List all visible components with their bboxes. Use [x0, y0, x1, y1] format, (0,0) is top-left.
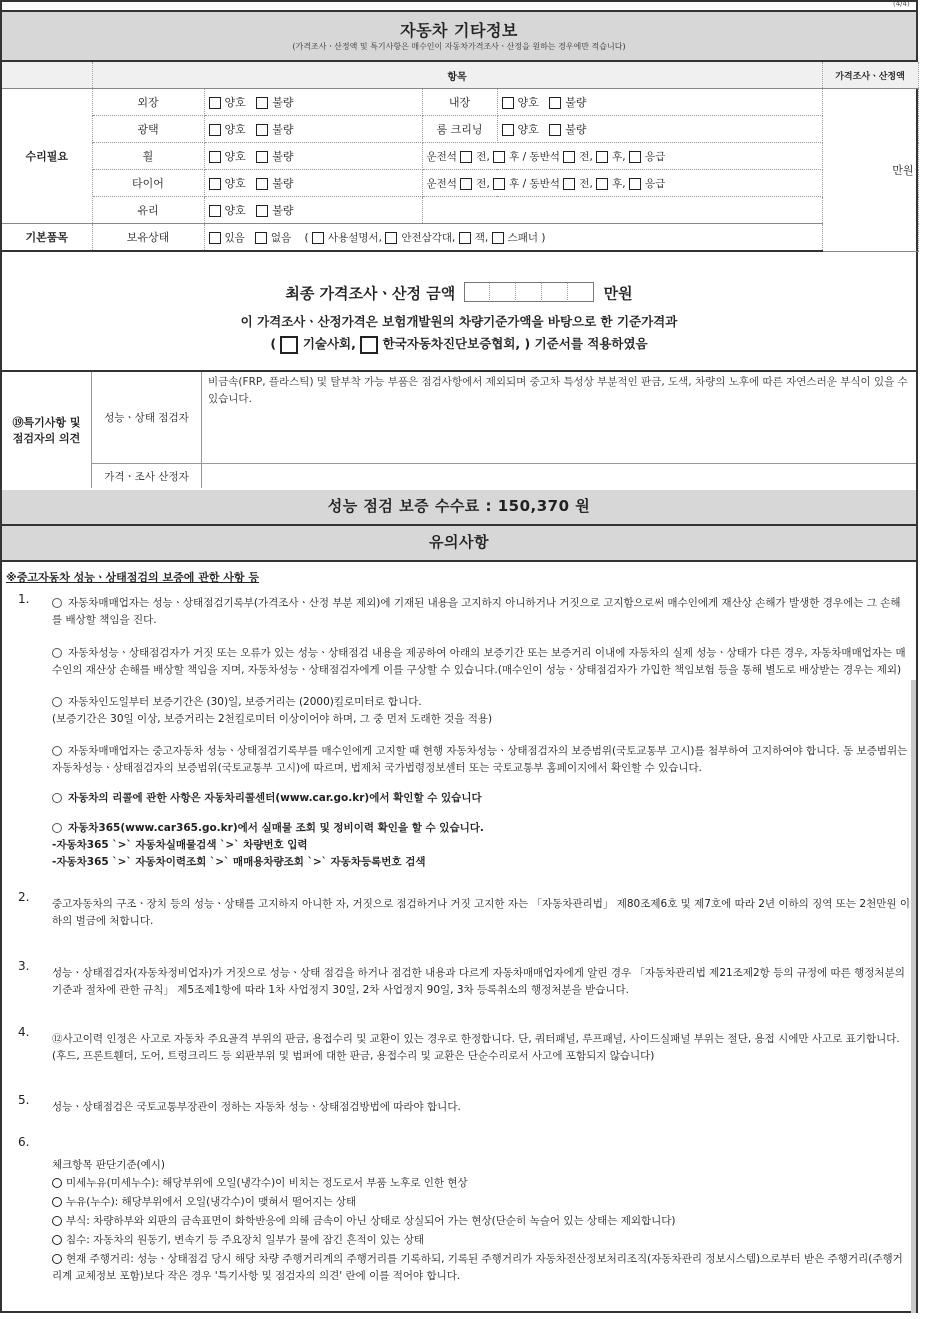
paren: ) [541, 231, 546, 244]
option-group [204, 116, 422, 143]
list-item: 현재 주행거리: 성능ㆍ상태점검 당시 해당 차량 주행거리계의 주행거리를 기록하되, 기록된 주행거리가 자동차전산정보처리조직(자동차관리 정보시스템)으로부터 받은 주행거리(주행거리계 교체정보 포함)보다 작은 경우 '특기사항 및 점검자의 의견' 란에 이를 적어야 합니다. [52, 1253, 903, 1282]
final-price-boxes[interactable] [464, 282, 594, 306]
option-label: 불량 [272, 177, 294, 190]
checkbox-good[interactable] [209, 97, 221, 109]
option-label: 양호 [224, 123, 246, 136]
seat-label: 후 [509, 177, 520, 190]
checkbox-bad[interactable] [549, 97, 561, 109]
notice-number: 6. [18, 1135, 30, 1149]
seat-label: 동반석 [529, 177, 560, 190]
option-label: 불량 [272, 123, 294, 136]
fee-bar [2, 490, 916, 526]
inspector-label: 성능ㆍ상태 점검자 [92, 372, 202, 464]
separator: / [522, 150, 527, 163]
circle-bullet-icon [52, 648, 62, 658]
circle-bullet-icon [52, 1216, 62, 1226]
notice-number: 4. [18, 1025, 30, 1039]
option-group [204, 89, 422, 116]
page-title: 자동차 기타정보 [400, 21, 518, 40]
table-row [2, 170, 918, 197]
final-line2 [2, 334, 916, 354]
table-row [2, 143, 918, 170]
notice-number: 2. [18, 890, 30, 904]
seat-options: 운전석 전, 후 / 동반석 전, 후, 응급 [422, 143, 822, 170]
notice-title: ※중고자동차 성능ㆍ상태점검의 보증에 관한 사항 등 [6, 571, 259, 584]
list-item: 누유(누수): 해당부위에서 오일(냉각수)이 맺혀서 떨어지는 상태 [52, 1194, 912, 1211]
page-corner-label: (4/4) [893, 0, 910, 8]
option-label: 양호 [224, 150, 246, 163]
option-group [204, 143, 422, 170]
checkbox-pass-front[interactable] [563, 178, 575, 190]
checkbox-emergency[interactable] [629, 151, 641, 163]
checkbox-bad[interactable] [256, 178, 268, 190]
column-header-price: 가격조사ㆍ산정액 [822, 62, 918, 89]
option-label: 불량 [272, 96, 294, 109]
list-item: 자동차매매업자는 성능ㆍ상태점검기록부(가격조사ㆍ산정 부분 제외)에 기재된 내용을 고지하지 아니하거나 거짓으로 고지함으로써 매수인에게 재산상 손해가 발생한 경우에는 그 손해를 배상할 책임을 진다. [52, 597, 901, 626]
circle-bullet-icon [52, 598, 62, 608]
list-item: 침수: 자동차의 원동기, 변속기 등 주요장치 일부가 물에 잠긴 흔적이 있는 상태 [52, 1232, 912, 1249]
circle-bullet-icon [52, 697, 62, 707]
item-name: 타이어 [92, 170, 204, 197]
checkbox-engineer-society[interactable] [280, 336, 298, 354]
checkbox-bad[interactable] [256, 97, 268, 109]
checkbox-good[interactable] [502, 97, 514, 109]
seat-label: 전 [579, 177, 590, 190]
option-label: 양호 [224, 204, 246, 217]
checkbox-pass-rear[interactable] [596, 151, 608, 163]
option-label: 불량 [272, 204, 294, 217]
seat-label: 전 [476, 150, 487, 163]
checkbox-spanner[interactable] [492, 232, 504, 244]
checkbox-pass-front[interactable] [563, 151, 575, 163]
option-label: 불량 [272, 150, 294, 163]
final-line1: 이 가격조사ㆍ산정가격은 보험개발원의 차량기준가액을 바탕으로 한 기준가격과 [240, 314, 678, 329]
list-item: 자동차365(www.car365.go.kr)에서 실매물 조회 및 정비이력 확인을 할 수 있습니다. -자동차365 `>` 자동차실매물검색 `>` 차량번호 입력 -자동차365 `>` 자동차이력조회 `>` 매매용차량조회 `>` 자동차등록번호 검색 [52, 822, 484, 868]
inspector-opinion[interactable]: 비금속(FRP, 플라스틱) 및 탈부착 가능 부품은 점검사항에서 제외되며 중고차 특성상 부분적인 판금, 도색, 차량의 노후에 따른 자연스러운 부식이 있을 수 있습니다. [208, 376, 908, 405]
price-unit: 만원 [822, 89, 918, 252]
seat-label: 운전석 [426, 177, 457, 190]
seat-label: 후 [509, 150, 520, 163]
notice-text: 성능ㆍ상태점검은 국토교통부장관이 정하는 자동차 성능ㆍ상태점검방법에 따라야 합니다. [52, 1101, 461, 1113]
notice-number: 3. [18, 959, 30, 973]
option-label: 기술사회, [302, 336, 356, 351]
table-header-row [2, 62, 918, 89]
checkbox-driver-front[interactable] [460, 178, 472, 190]
circle-bullet-icon [52, 793, 62, 803]
circle-bullet-icon [52, 1197, 62, 1207]
special-notes-section [2, 372, 916, 492]
checkbox-bad[interactable] [256, 151, 268, 163]
notice-number: 5. [18, 1093, 30, 1107]
seat-label: 응급 [644, 177, 666, 190]
checkbox-good[interactable] [209, 205, 221, 217]
checkbox-good[interactable] [209, 178, 221, 190]
option-label: ) 기준서를 적용하였음 [524, 336, 648, 351]
special-label: ⑲특기사항 및 점검자의 의견 [2, 372, 92, 488]
option-label: 양호 [517, 123, 539, 136]
basic-options [204, 224, 822, 252]
option-label: 한국자동차진단보증협회, [382, 336, 521, 351]
option-label: 안전삼각대, [401, 231, 456, 244]
seat-label: 후 [612, 177, 623, 190]
separator: / [522, 177, 527, 190]
scrollbar[interactable] [911, 680, 916, 1313]
option-label: 스패너 [507, 231, 538, 244]
option-group [204, 170, 422, 197]
item-name: 보유상태 [92, 224, 204, 252]
list-item: 자동차성능ㆍ상태점검자가 거짓 또는 오류가 있는 성능ㆍ상태점검 내용을 제공하여 아래의 보증기간 또는 보증거리 이내에 자동차의 실제 성능ㆍ상태가 다른 경우, 자동차매매업자는 매수인의 재산상 손해를 배상할 책임을 지며, 자동차성능ㆍ상태점검자에게 이를 구상할 수 있습니다.(매수인이 성능ㆍ상태점검자가 가입한 책임보험 등을 통해 별도로 배상받는 경우는 제외) [52, 647, 906, 676]
seat-label: 후 [612, 150, 623, 163]
list-item: 미세누유(미세누수): 해당부위에 오일(냉각수)이 비치는 정도로서 부품 노후로 인한 현상 [52, 1175, 912, 1192]
criteria-title: 체크항목 판단기준(예시) [52, 1159, 165, 1171]
checkbox-korea-assoc[interactable] [360, 336, 378, 354]
checkbox-driver-front[interactable] [460, 151, 472, 163]
circle-bullet-icon [52, 746, 62, 756]
final-price-label: 최종 가격조사ㆍ산정 금액 [285, 284, 456, 303]
checkbox-driver-rear[interactable] [493, 151, 505, 163]
table-row [2, 89, 918, 116]
checkbox-jack[interactable] [459, 232, 471, 244]
checkbox-bad[interactable] [549, 124, 561, 136]
item-name: 외장 [92, 89, 204, 116]
column-header-item: 항목 [92, 62, 822, 89]
table-row-basic [2, 224, 918, 252]
item-name: 휠 [92, 143, 204, 170]
option-group [497, 89, 822, 116]
section-header-vehicle-info [2, 10, 916, 62]
checkbox-driver-rear[interactable] [493, 178, 505, 190]
list-item: 자동차인도일부터 보증기간은 (30)일, 보증거리는 (2000)킬로미터로 합니다. (보증기간은 30일 이상, 보증거리는 2천킬로미터 이상이어야 하며, 그 중 먼저 도래한 것을 적용) [52, 696, 493, 725]
circle-bullet-icon [52, 1178, 62, 1188]
seat-label: 응급 [644, 150, 666, 163]
option-label: 사용설명서, [327, 231, 382, 244]
option-label: 불량 [565, 96, 587, 109]
checkbox-pass-rear[interactable] [596, 178, 608, 190]
item-name: 룸 크리닝 [422, 116, 497, 143]
fee-text: 성능 점검 보증 수수료 : 150,370 원 [327, 497, 591, 515]
final-price-section [2, 260, 916, 372]
checkbox-yes[interactable] [209, 232, 221, 244]
option-group [204, 197, 422, 224]
seat-label: 운전석 [426, 150, 457, 163]
option-label: 양호 [224, 177, 246, 190]
notice-text: 중고자동차의 구조ㆍ장치 등의 성능ㆍ상태를 고지하지 아니한 자, 거짓으로 점검하거나 거짓 고지한 자는 「자동차관리법」 제80조제6호 및 제7호에 따라 2년 이하의 징역 또는 2천만원 이하의 벌금에 처합니다. [52, 898, 910, 927]
inspector-bottom-line [202, 463, 916, 464]
repair-table [2, 62, 919, 252]
circle-bullet-icon [52, 1235, 62, 1245]
basic-label: 기본품목 [2, 224, 92, 252]
option-label: 있음 [224, 231, 245, 244]
checkbox-good[interactable] [209, 124, 221, 136]
notice-text: 성능ㆍ상태점검자(자동차정비업자)가 거짓으로 성능ㆍ상태 점검을 하거나 점검한 내용과 다르게 자동차매매업자에게 알린 경우 「자동차관리법 제21조제2항 등의 규정에 따른 행정처분의 기준과 절차에 관한 규칙」 제5조제1항에 따라 1차 사업정지 30일, 2차 사업정지 90일, 3차 등록취소의 행정처분을 받습니다. [52, 967, 905, 996]
table-row [2, 197, 918, 224]
checkbox-no[interactable] [255, 232, 267, 244]
seat-label: 동반석 [529, 150, 560, 163]
final-price-unit: 만원 [603, 284, 633, 303]
checkbox-good[interactable] [209, 151, 221, 163]
seat-options: 운전석 전, 후 / 동반석 전, 후, 응급 [422, 170, 822, 197]
option-label: 양호 [224, 96, 246, 109]
checkbox-manual[interactable] [312, 232, 324, 244]
item-name: 광택 [92, 116, 204, 143]
repair-label: 수리필요 [2, 89, 92, 224]
final-price-row [2, 282, 916, 306]
notice-header-text: 유의사항 [429, 533, 489, 551]
checkbox-bad[interactable] [256, 205, 268, 217]
option-label: 불량 [565, 123, 587, 136]
paren: ( [304, 231, 309, 244]
seat-label: 전 [579, 150, 590, 163]
circle-bullet-icon [52, 1254, 62, 1264]
item-name: 유리 [92, 197, 204, 224]
notice-number: 1. [18, 592, 30, 606]
list-item: 자동차의 리콜에 관한 사항은 자동차리콜센터(www.car.go.kr)에서 확인할 수 있습니다 [52, 790, 910, 807]
page-subtitle: (가격조사ㆍ산정액 및 특기사항은 매수인이 자동차가격조사ㆍ산정을 원하는 경우에만 적습니다) [292, 42, 626, 51]
list-item: 부식: 차량하부와 외판의 금속표면이 화학반응에 의해 금속이 아닌 상태로 상실되어 가는 현상(단순히 녹슬어 있는 상태는 제외합니다) [52, 1213, 912, 1230]
checkbox-bad[interactable] [256, 124, 268, 136]
circle-bullet-icon [52, 823, 62, 833]
list-item: 자동차매매업자는 중고자동차 성능ㆍ상태점검기록부를 매수인에게 고지할 때 현행 자동차성능ㆍ상태점검자의 보증범위(국토교통부 고시)를 첨부하여 고지하여야 합니다. 동 보증범위는 자동차성능ㆍ상태점검자의 보증범위(국토교통부 고시)에 따르며, 법제처 국가법령정보센터 또는 국토교통부 홈페이지에서 확인할 수 있습니다. [52, 745, 908, 774]
option-label: 양호 [517, 96, 539, 109]
notice-text: ⑫사고이력 인정은 사고로 자동차 주요골격 부위의 판금, 용접수리 및 교환이 있는 경우로 한정합니다. 단, 쿼터패널, 루프패널, 사이드실패널 부위는 절단, 용접 시에만 사고로 표기합니다. (후드, 프론트휀더, 도어, 트렁크리드 등 외판부위 및 범퍼에 대한 판금, 용접수리 및 교환은 단순수리로서 사고에 포함되지 않습니다) [52, 1033, 900, 1062]
checkbox-emergency[interactable] [629, 178, 641, 190]
option-group [497, 116, 822, 143]
paren: ( [270, 336, 277, 351]
notice-header [2, 526, 916, 562]
pricer-label: 가격ㆍ조사 산정자 [92, 464, 202, 488]
seat-label: 전 [476, 177, 487, 190]
checkbox-triangle[interactable] [385, 232, 397, 244]
option-label: 잭, [474, 231, 489, 244]
checkbox-good[interactable] [502, 124, 514, 136]
item-name: 내장 [422, 89, 497, 116]
option-label: 없음 [270, 231, 292, 244]
table-row [2, 116, 918, 143]
